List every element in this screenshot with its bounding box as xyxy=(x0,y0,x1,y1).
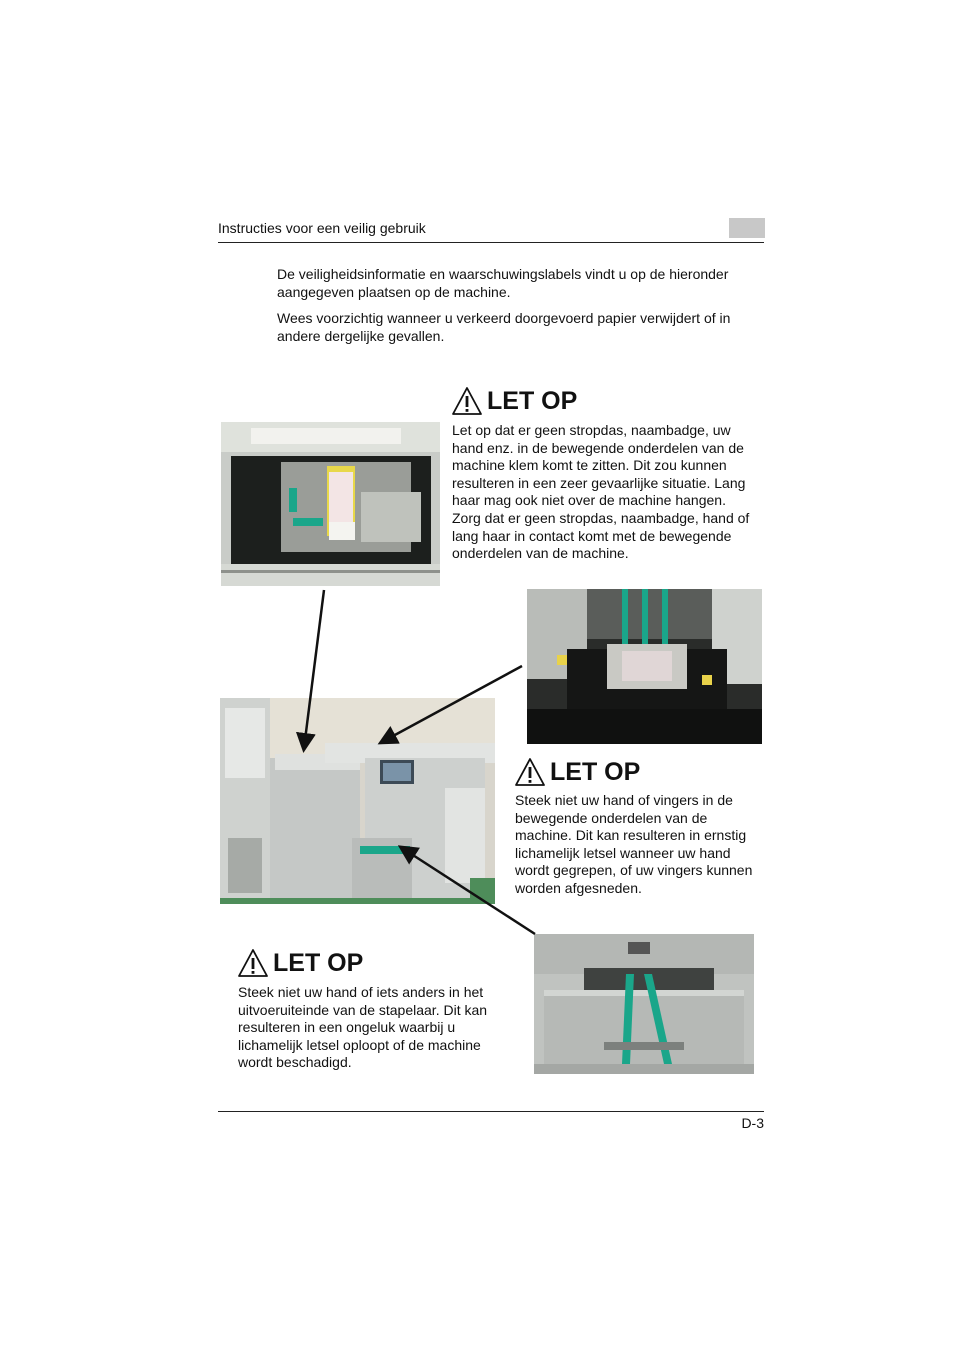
warning-1-title: LET OP xyxy=(487,386,578,415)
running-header: Instructies voor een veilig gebruik xyxy=(218,220,426,236)
page-number: D-3 xyxy=(741,1115,764,1131)
pointer-arrow-tray xyxy=(304,590,324,748)
warning-3-text: Steek niet uw hand of iets anders in het uitvoeruiteinde van de stapelaar. Dit kan resulteren in een ongeluk waarbij u lichamelijk letsel oploopt of de machine wordt beschadigd. xyxy=(238,984,488,1071)
intro-paragraph-1: De veiligheidsinformatie en waarschuwingslabels vindt u op de hieronder aangegeven plaatsen op de machine. xyxy=(277,266,729,300)
pointer-arrow-stacker xyxy=(402,848,535,934)
footer-rule xyxy=(218,1111,764,1112)
intro-paragraph-2: Wees voorzichtig wanneer u verkeerd doorgevoerd papier verwijdert of in andere dergelijke gevallen. xyxy=(277,310,731,344)
warning-3-title: LET OP xyxy=(273,948,364,977)
warning-2-title: LET OP xyxy=(550,757,641,786)
warning-2-text: Steek niet uw hand of vingers in de bewegende onderdelen van de machine. Dit kan resulteren in ernstig lichamelijk letsel wanneer uw hand wordt gegrepen, of uw vingers kunnen worden afgesneden. xyxy=(515,792,753,896)
pointer-arrow-transport xyxy=(382,666,522,742)
warning-1-text: Let op dat er geen stropdas, naambadge, uw hand enz. in de bewegende onderdelen van de machine klem komt te zitten. Dit zou kunnen resulteren in een zeer gevaarlijke situatie. Lang haar mag ook niet over de machine hangen. Zorg dat er geen stropdas, naambadge, hand of lang haar in contact komt met de bewegende onderdelen van de machine. xyxy=(452,422,750,562)
